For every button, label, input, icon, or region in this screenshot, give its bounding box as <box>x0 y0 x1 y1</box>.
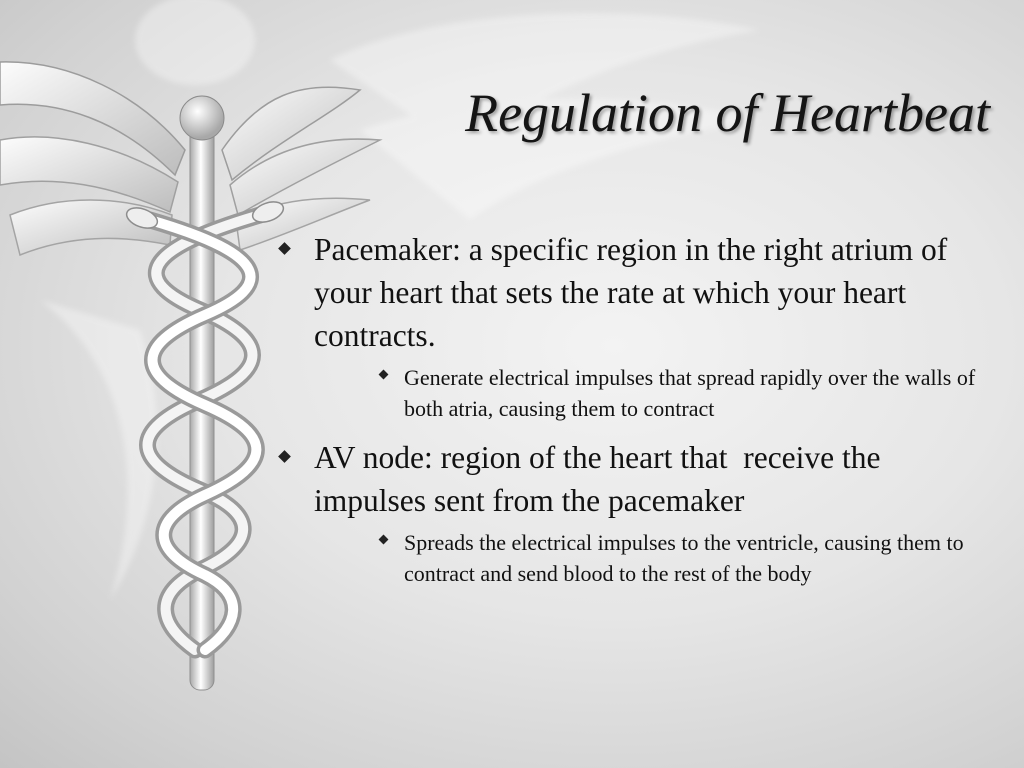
slide-title: Regulation of Heartbeat <box>465 83 990 143</box>
sub-bullet-text: Generate electrical impulses that spread rapidly over the walls of both atria, causing them to contract <box>404 365 976 421</box>
bullet-list <box>280 228 1000 589</box>
diamond-bullet-icon <box>278 242 291 255</box>
bullet-text: Pacemaker: a specific region in the right atrium of your heart that sets the rate at which your heart contracts. <box>314 232 948 353</box>
bullet-item-av-node <box>280 436 1000 589</box>
bullet-item-pacemaker <box>280 228 1000 424</box>
bullet-text: AV node: region of the heart that receive the impulses sent from the pacemaker <box>314 440 889 518</box>
sub-bullet-item <box>380 362 1000 424</box>
sub-bullet-item <box>380 527 1000 589</box>
diamond-bullet-icon <box>379 535 389 545</box>
diamond-bullet-icon <box>379 370 389 380</box>
diamond-bullet-icon <box>278 450 291 463</box>
sub-bullet-text: Spreads the electrical impulses to the ventricle, causing them to contract and send blood to the rest of the body <box>404 530 964 586</box>
